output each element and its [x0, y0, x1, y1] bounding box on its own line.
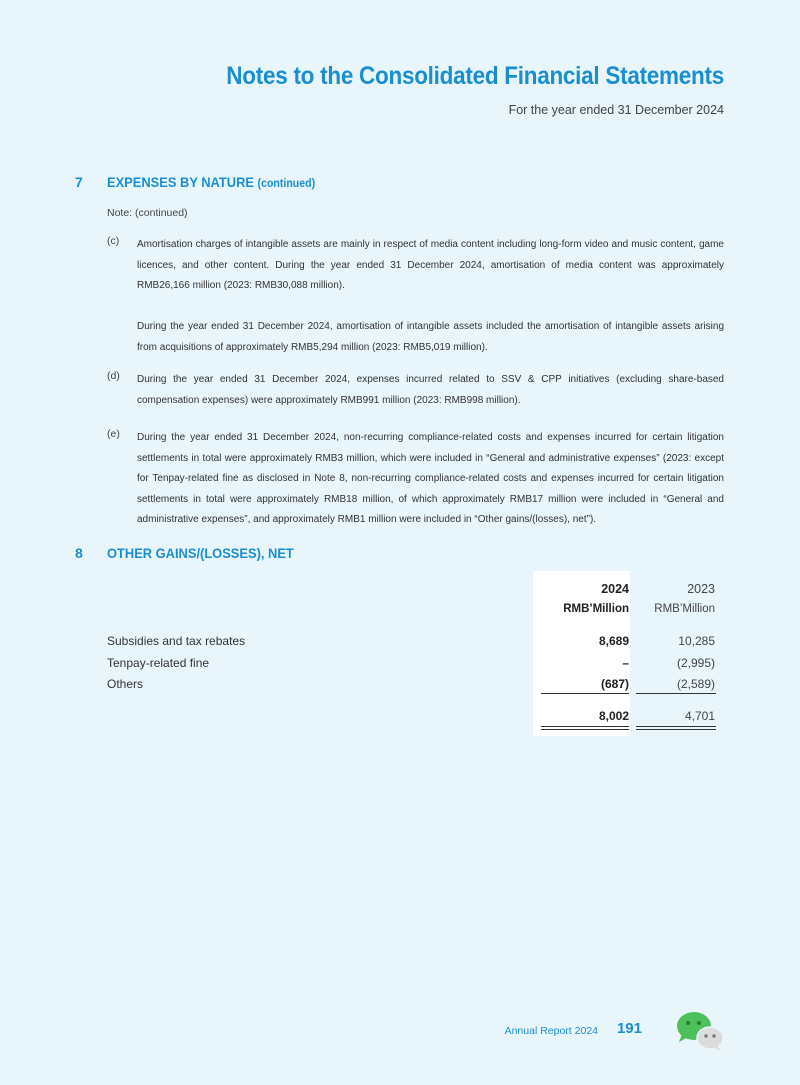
- footer-page-number: 191: [616, 1020, 642, 1037]
- row-value-subsidies-2024: 8,689: [598, 634, 629, 648]
- note-letter: (e): [107, 428, 120, 440]
- note-letter: (d): [107, 370, 120, 382]
- row-value-others-2024: (687): [600, 677, 629, 691]
- note-label: Note: (continued): [107, 207, 188, 219]
- column-header-unit-2024: RMB’Million: [563, 603, 629, 615]
- total-value-2023: 4,701: [684, 709, 715, 723]
- page-title: Notes to the Consolidated Financial Statements: [226, 62, 724, 90]
- section-8-number: 8: [75, 545, 83, 561]
- row-value-others-2023: (2,589): [676, 677, 715, 691]
- section-7-title: EXPENSES BY NATURE: [107, 174, 254, 190]
- footer-report-label: Annual Report 2024: [504, 1025, 598, 1037]
- note-paragraph: During the year ended 31 December 2024, amortisation of intangible assets included the amortisation of intangible assets arising from acquisitions of approximately RMB5,294 million (2023: RMB5,019 million).: [137, 321, 724, 353]
- total-value-2024: 8,002: [598, 709, 629, 723]
- page-subtitle: For the year ended 31 December 2024: [508, 103, 724, 117]
- subtotal-rule-2023: [636, 693, 716, 694]
- wechat-logo-icon: [672, 1008, 728, 1054]
- column-header-unit-2023: RMB’Million: [654, 603, 715, 615]
- note-paragraph: Amortisation charges of intangible assets are mainly in respect of media content including long-form video and music content, game licences, and other content. During the year ended 31 December 2024, amortisation of media content was approximately RMB26,166 million (2023: RMB30,088 million).: [137, 239, 724, 291]
- row-value-tenpay-fine-2023: (2,995): [676, 656, 715, 670]
- note-paragraph: During the year ended 31 December 2024, non-recurring compliance-related costs and expenses incurred for certain litigation settlements in total were approximately RMB3 million, which were included in “General and administrative expenses” (2023: except for Tenpay-related fine as disclosed in Note 8, non-recurring compliance-related costs and expenses incurred for certain litigation settlements in total were approximately RMB18 million, of which approximately RMB17 million were included in “General and administrative expenses”, and approximately RMB1 million were included in “Other gains/(losses), net”).: [137, 432, 724, 525]
- note-letter: (c): [107, 235, 120, 247]
- column-header-year-2024: 2024: [601, 582, 629, 596]
- row-label-others: Others: [107, 677, 144, 691]
- total-double-rule-2024: [541, 726, 629, 730]
- row-label-tenpay-fine: Tenpay-related fine: [107, 656, 210, 670]
- row-value-tenpay-fine-2024: –: [622, 656, 629, 670]
- section-7-number: 7: [75, 174, 83, 190]
- section-8-title: OTHER GAINS/(LOSSES), NET: [107, 545, 294, 561]
- subtotal-rule-2024: [541, 693, 629, 694]
- row-label-subsidies: Subsidies and tax rebates: [107, 634, 246, 648]
- total-double-rule-2023: [636, 726, 716, 730]
- row-value-subsidies-2023: 10,285: [678, 634, 715, 648]
- section-7-continued: (continued): [257, 178, 316, 190]
- note-paragraph: During the year ended 31 December 2024, expenses incurred related to SSV & CPP initiatives (excluding share-based compensation expenses) were approximately RMB991 million (2023: RMB998 million).: [137, 374, 724, 406]
- column-header-year-2023: 2023: [687, 582, 715, 596]
